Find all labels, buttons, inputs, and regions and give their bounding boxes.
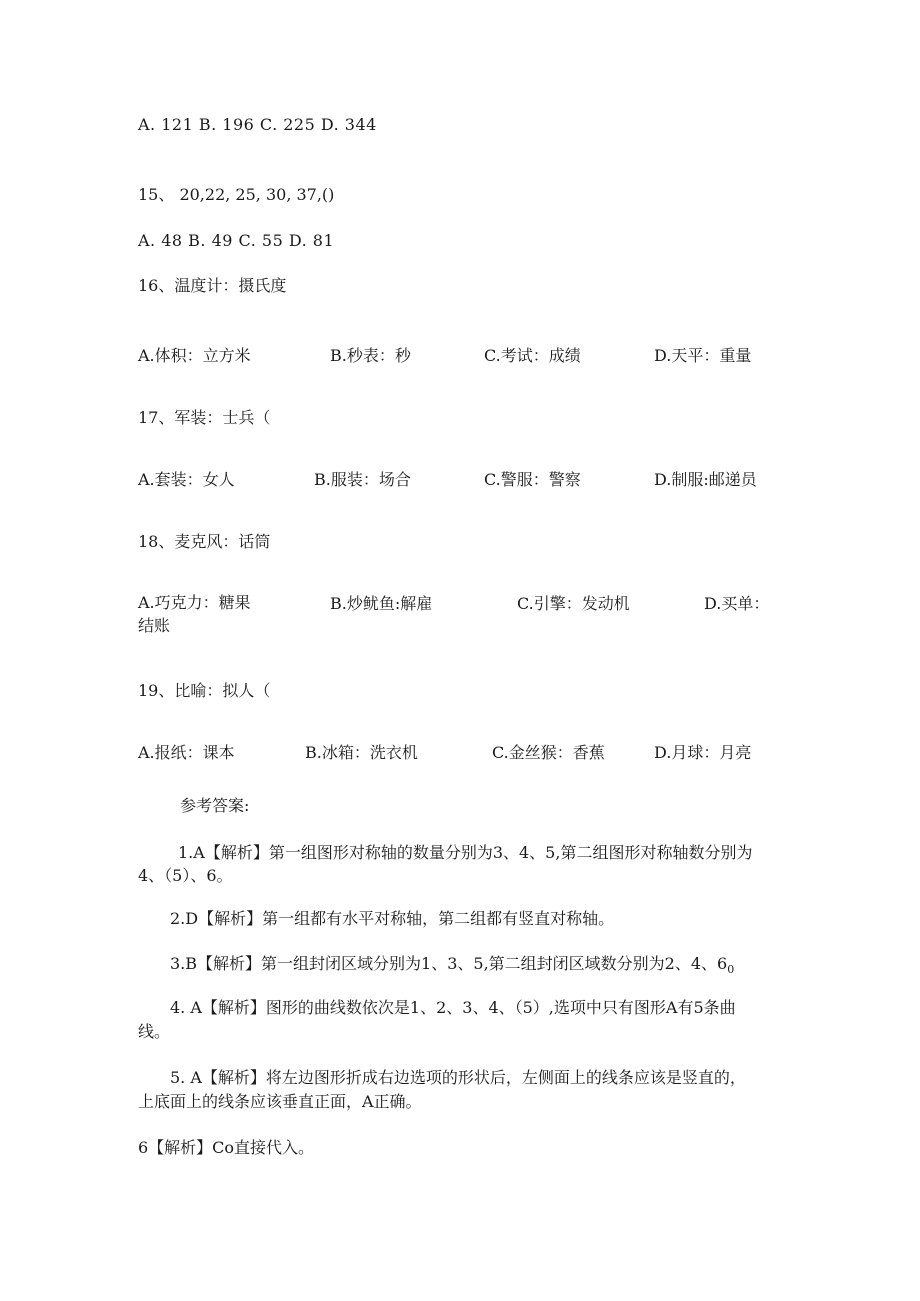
answer-1-line-1: 1.A【解析】第一组图形对称轴的数量分别为3、4、5,第二组图形对称轴数分别为	[178, 843, 753, 862]
q17-stem: 17、军装：士兵（	[138, 408, 271, 427]
q18-option-b: B.炒鱿鱼:解雇	[330, 594, 433, 613]
q18-option-d-continuation: 结账	[138, 616, 171, 635]
answer-5-line-1: 5. A【解析】将左边图形折成右边选项的形状后，左侧面上的线条应该是竖直的，	[170, 1068, 746, 1087]
q18-option-a: A.巧克力：糖果	[138, 593, 251, 612]
q17-option-d: D.制服:邮递员	[654, 470, 757, 489]
q15-stem: 15、 20,22, 25, 30, 37,()	[138, 185, 335, 204]
q18-option-d: D.买单：	[704, 594, 770, 613]
q18-option-c: C.引擎：发动机	[517, 594, 630, 613]
answer-6: 6【解析】Co直接代入。	[138, 1138, 315, 1157]
q19-option-a: A.报纸：课本	[138, 743, 235, 762]
q16-option-b: B.秒表：秒	[330, 346, 411, 365]
answer-3-text: 3.B【解析】第一组封闭区域分别为1、3、5,第二组封闭区域数分别为2、4、6	[170, 954, 728, 973]
q19-option-b: B.冰箱：洗衣机	[305, 743, 418, 762]
q18-stem: 18、麦克风：话筒	[138, 532, 271, 551]
q19-option-c: C.金丝猴：香蕉	[492, 743, 605, 762]
q19-stem: 19、比喻：拟人（	[138, 681, 271, 700]
answer-1-line-2: 4、（5）、6。	[138, 866, 233, 885]
q16-option-c: C.考试：成绩	[484, 346, 581, 365]
answer-3-subscript: 0	[727, 963, 735, 977]
q19-option-d: D.月球：月亮	[654, 743, 752, 762]
q17-option-b: B.服装：场合	[314, 470, 411, 489]
answer-4-line-1: 4. A【解析】图形的曲线数依次是1、2、3、4、（5）,选项中只有图形A有5条曲	[170, 998, 736, 1017]
answer-5-line-2: 上底面上的线条应该垂直正面，A正确。	[138, 1092, 422, 1111]
q17-option-c: C.警服：警察	[484, 470, 581, 489]
q16-option-a: A.体积：立方米	[138, 346, 251, 365]
q16-option-d: D.天平：重量	[654, 346, 752, 365]
answer-2: 2.D【解析】第一组都有水平对称轴，第二组都有竖直对称轴。	[170, 909, 615, 928]
answer-4-line-2: 线。	[138, 1022, 171, 1041]
answer-3	[170, 952, 734, 982]
answers-heading: 参考答案:	[180, 796, 250, 815]
q16-stem: 16、温度计：摄氏度	[138, 276, 287, 295]
q17-option-a: A.套装：女人	[138, 470, 235, 489]
q15-options: A. 48 B. 49 C. 55 D. 81	[138, 231, 335, 250]
q14-options: A. 121 B. 196 C. 225 D. 344	[138, 115, 377, 134]
